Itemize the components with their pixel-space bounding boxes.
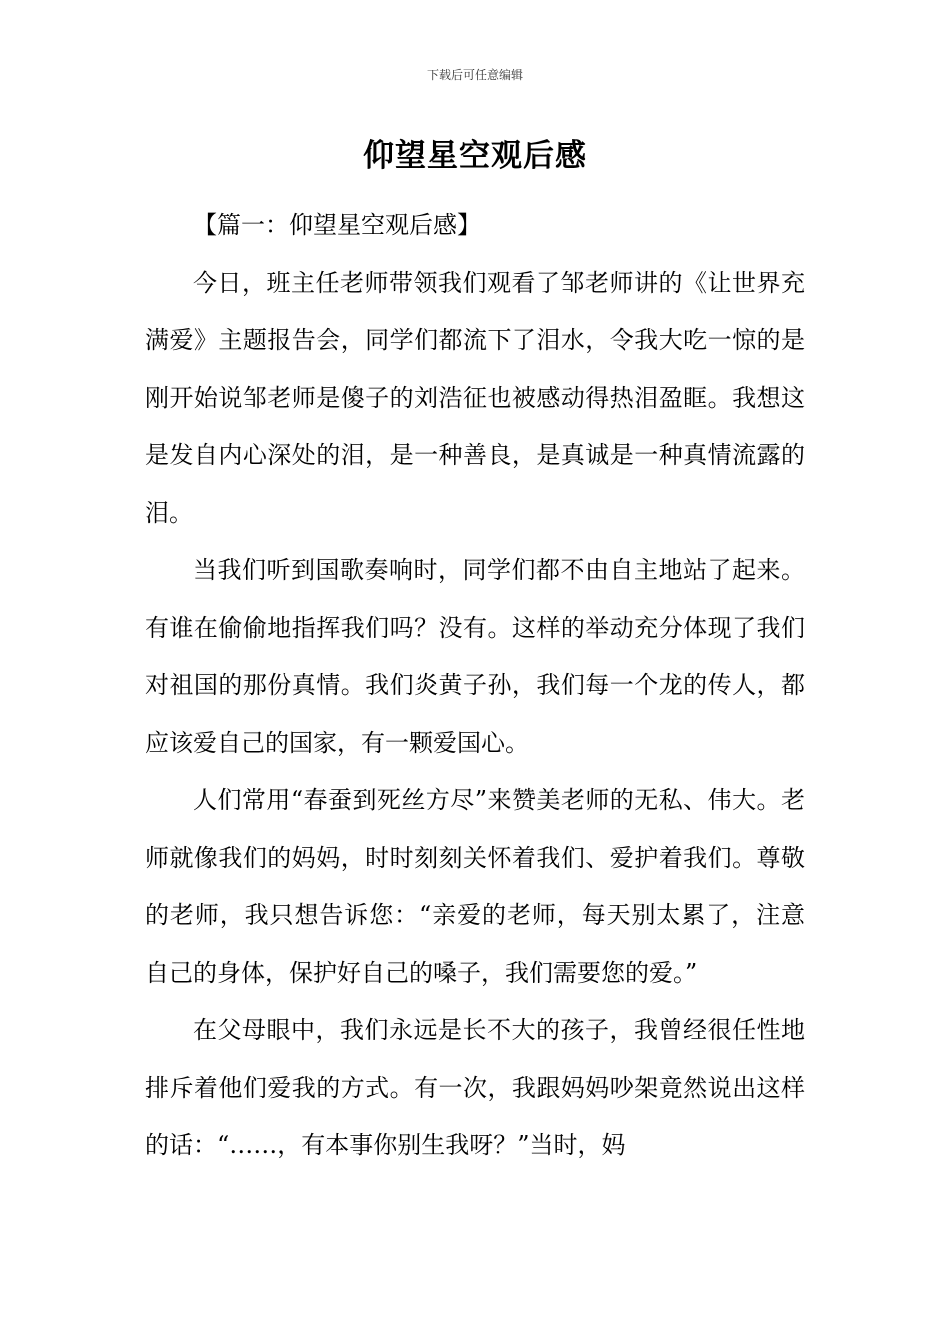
section-heading: 【篇一：仰望星空观后感】: [193, 211, 481, 239]
paragraph: 在父母眼中，我们永远是长不大的孩子，我曾经很任性地排斥着他们爱我的方式。有一次，我跟妈妈吵架竟然说出这样的话：“……，有本事你别生我呀？”当时，妈: [145, 1016, 805, 1159]
document-title: 仰望星空观后感: [363, 138, 587, 174]
paragraph: 今日，班主任老师带领我们观看了邹老师讲的《让世界充满爱》主题报告会，同学们都流下了泪水，令我大吃一惊的是刚开始说邹老师是傻子的刘浩征也被感动得热泪盈眶。我想这是发自内心深处的泪，是一种善良，是真诚是一种真情流露的泪。: [145, 268, 805, 527]
document-body: [145, 197, 805, 1175]
header-note: 下载后可任意编辑: [426, 68, 523, 82]
paragraph: 人们常用“春蚕到死丝方尽”来赞美老师的无私、伟大。老师就像我们的妈妈，时时刻刻关怀着我们、爱护着我们。尊敬的老师，我只想告诉您：“亲爱的老师，每天别太累了，注意自己的身体，保护好自己的嗓子，我们需要您的爱。”: [145, 786, 805, 987]
paragraph: 当我们听到国歌奏响时，同学们都不由自主地站了起来。有谁在偷偷地指挥我们吗？没有。这样的举动充分体现了我们对祖国的那份真情。我们炎黄子孙，我们每一个龙的传人，都应该爱自己的国家，有一颗爱国心。: [145, 556, 805, 757]
